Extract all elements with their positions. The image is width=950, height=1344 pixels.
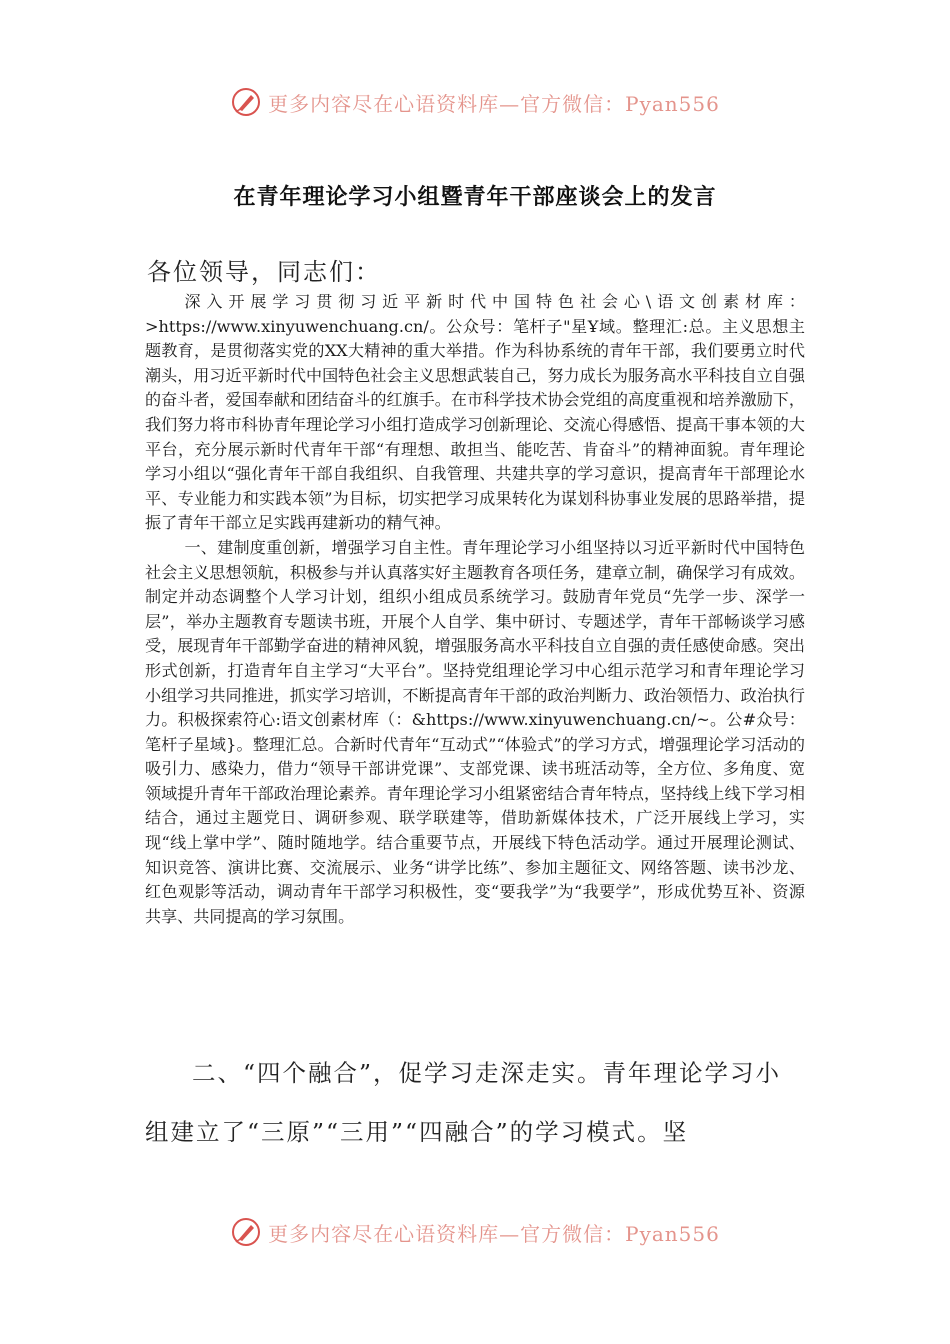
document-body-large (145, 1044, 805, 1162)
watermark-banner-top (0, 80, 950, 124)
pen-circle-logo-icon (230, 86, 262, 118)
salutation: 各位领导，同志们： (147, 258, 381, 286)
document-title: 在青年理论学习小组暨青年干部座谈会上的发言 (233, 185, 717, 210)
watermark-text: 更多内容尽在心语资料库—官方微信：Pyan556 (268, 91, 720, 116)
paragraph-section-two: 二、“四个融合”，促学习走深走实。青年理论学习小组建立了“三原”“三用”“四融合”的学习模式。坚 (145, 1059, 782, 1146)
paragraph-section-one: 一、建制度重创新，增强学习自主性。青年理论学习小组坚持以习近平新时代中国特色社会主义思想领航，积极参与并认真落实好主题教育各项任务，建章立制，确保学习有成效。制定并动态调整个人学习计划，组织小组成员系统学习。鼓励青年党员“先学一步、深学一层”，举办主题教育专题读书班，开展个人自学、集中研讨、专题述学，青年干部畅谈学习感受，展现青年干部勤学奋进的精神风貌，增强服务高水平科技自立自强的责任感使命感。突出形式创新，打造青年自主学习“大平台”。坚持党组理论学习中心组示范学习和青年理论学习小组学习共同推进，抓实学习培训，不断提高青年干部的政治判断力、政治领悟力、政治执行力。积极探索符心:语文创素材库（：&https://www.xinyuwenchuang.cn/~。公#众号：笔杆子星域}。整理汇总。合新时代青年“互动式”“体验式”的学习方式，增强理论学习活动的吸引力、感染力，借力“领导干部讲党课”、支部党课、读书班活动等，全方位、多角度、宽领域提升青年干部政治理论素养。青年理论学习小组紧密结合青年特点，坚持线上线下学习相结合，通过主题党日、调研参观、联学联建等，借助新媒体技术，广泛开展线上学习，实现“线上掌中学”、随时随地学。结合重要节点，开展线下特色活动学。通过开展理论测试、知识竞答、演讲比赛、交流展示、业务“讲学比练”、参加主题征文、网络答题、读书沙龙、红色观影等活动，调动青年干部学习积极性，变“要我学”为“我要学”，形成优势互补、资源共享、共同提高的学习氛围。 (145, 537, 805, 926)
pen-circle-logo-icon (230, 1216, 262, 1248)
document-body (145, 290, 805, 929)
watermark-banner-bottom (0, 1210, 950, 1254)
paragraph-intro: 深入开展学习贯彻习近平新时代中国特色社会心\语文创素材库：>https://www.xinyuwenchuang.cn/。公众号：笔杆子"星Ұ域。整理汇:总。主义思想主题教育，是贯彻落实党的XX大精神的重大举措。作为科协系统的青年干部，我们要勇立时代潮头，用习近平新时代中国特色社会主义思想武装自己，努力成长为服务高水平科技自立自强的奋斗者，爱国奉献和团结奋斗的红旗手。在市科学技术协会党组的高度重视和培养激励下，我们努力将市科协青年理论学习小组打造成学习创新理论、交流心得感悟、提高干事本领的大平台，充分展示新时代青年干部“有理想、敢担当、能吃苦、肯奋斗”的精神面貌。青年理论学习小组以“强化青年干部自我组织、自我管理、共建共享的学习意识，提高青年干部理论水平、专业能力和实践本领”为目标，切实把学习成果转化为谋划科协事业发展的思路举措，提振了青年干部立足实践再建新功的精气神。 (145, 292, 805, 533)
watermark-text: 更多内容尽在心语资料库—官方微信：Pyan556 (268, 1221, 720, 1246)
